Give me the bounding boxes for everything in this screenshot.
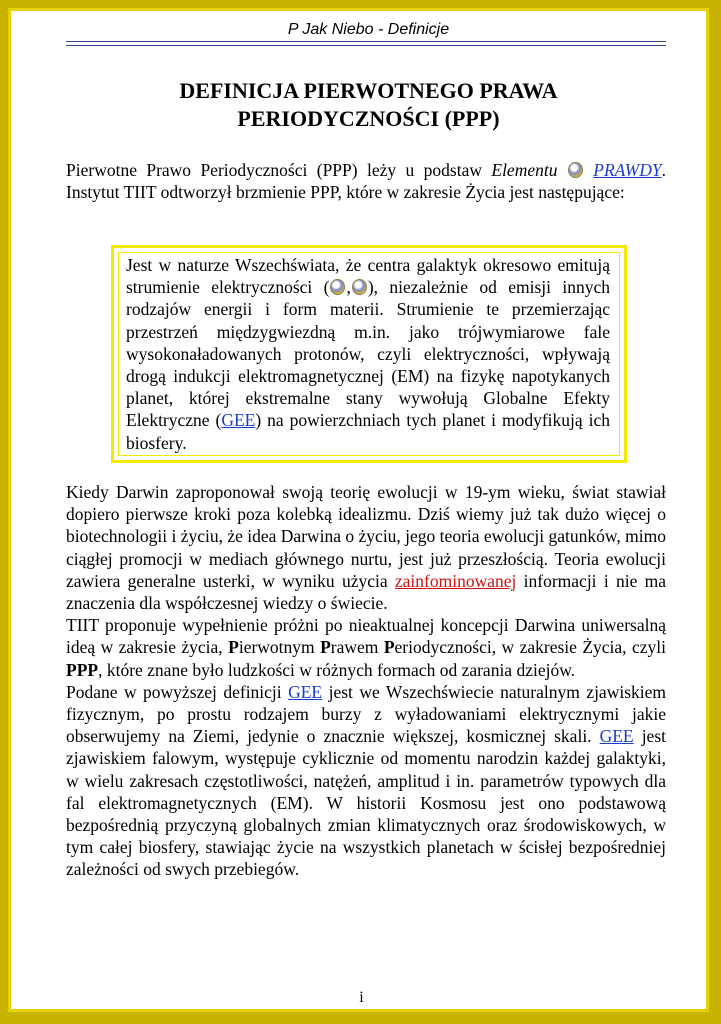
paragraph-gee <box>66 681 666 881</box>
page-header: P Jak Niebo - Definicje <box>287 21 450 38</box>
darwin-text-2: informacji i nie ma znaczenia dla współczesnej wiedzy o świecie. <box>66 570 666 614</box>
intro-italic: Elementu <box>491 160 558 180</box>
definition-text-2: ), niezależnie od emisji innych rodzajów energii i form materii. Strumienie te przemierzając przestrzeń międzygwiezdną m.in. jako trójwymiarowe fale wysokonaładowanych protonów, czyli elektryczności, wpływają drogą indukcji elektromagnetycznej (EM) na fizykę napotykanych planet, której ekstremalne stany wywołują Globalne Efekty Elektryczne ( <box>126 277 610 431</box>
orb-icon[interactable] <box>352 279 367 295</box>
title-line-1: DEFINICJA PIERWOTNEGO PRAWA <box>179 78 558 103</box>
definition-box <box>111 245 627 463</box>
tiit-text-4: eriodyczności, w zakresie Życia, czyli <box>394 637 666 658</box>
zainfominowanej-link[interactable]: zainfominowanej <box>394 570 517 591</box>
tiit-text-1: TIIT proponuje wypełnienie próżni po nieaktualnej koncepcji Darwina uniwersalną ideą w zakresie życia, <box>66 615 666 658</box>
definition-separator: , <box>346 277 351 298</box>
tiit-text-3: rawem <box>330 637 384 658</box>
intro-text-3: . Instytut TIIT odtworzył brzmienie PPP, które w zakresie Życia jest następujące: <box>66 160 666 203</box>
bold-p-3: P <box>383 637 395 658</box>
definition-text <box>126 254 610 454</box>
orb-icon[interactable] <box>568 162 583 178</box>
definition-text-3: ) na powierzchniach tych planet i modyfikują ich biosfery. <box>126 410 610 453</box>
tiit-text-5: , które znane było ludzkości w różnych formach od zarania dziejów. <box>98 659 576 680</box>
gee-text-1: Podane w powyższej definicji <box>66 681 289 702</box>
intro-paragraph <box>66 159 666 203</box>
page-number: i <box>359 989 364 1006</box>
intro-text-1: Pierwotne Prawo Periodyczności (PPP) leży u podstaw <box>66 160 492 180</box>
paragraph-tiit <box>66 614 666 681</box>
bold-ppp: PPP <box>66 659 99 680</box>
document-page <box>8 8 709 1012</box>
orb-icon[interactable] <box>330 279 345 295</box>
gee-link[interactable]: GEE <box>221 410 256 431</box>
body-text <box>66 481 666 881</box>
header-divider <box>66 41 666 46</box>
bold-p-1: P <box>228 637 239 658</box>
document-title <box>71 77 666 133</box>
darwin-text-1: Kiedy Darwin zaproponował swoją teorię ewolucji w 19-ym wieku, świat stawiał dopiero pierwsze kroki poza kolebką idealizmu. Dziś wiemy już tak dużo więcej o biotechnologii i życiu, że idea Darwina o życiu, jego teoria ewolucji gatunków, mimo ciągłej promocji w mediach głównego nurtu, jest już przeszłością. Teoria ewolucji zawiera generalne usterki, w wyniku użycia <box>66 482 666 591</box>
paragraph-darwin <box>66 481 666 614</box>
bold-p-2: P <box>320 637 331 658</box>
gee-link[interactable]: GEE <box>288 681 323 702</box>
gee-text-2: jest we Wszechświecie naturalnym zjawiskiem fizycznym, po prostu rodzajem burzy z wyładowaniami elektrycznymi jakie obserwujemy na Ziemi, jedynie o znacznie większej, kosmicznej skali. <box>66 681 666 747</box>
title-line-2: PERIODYCZNOŚCI (PPP) <box>237 106 500 131</box>
prawdy-link[interactable]: PRAWDY <box>593 160 662 180</box>
tiit-text-2: ierwotnym <box>238 637 321 658</box>
gee-text-3: jest zjawiskiem falowym, występuje cyklicznie od momentu narodzin każdej galaktyki, w wielu zakresach częstotliwości, natężeń, amplitud i in. parametrów typowych dla fal elektromagnetycznych (EM). W historii Kosmosu jest ono podstawową bezpośrednią przyczyną globalnych zmian klimatycznych oraz środowiskowych, w tym całej biosfery, stawiając życie na wszystkich planetach w ścisłej bezpośredniej zależności od swych przebiegów. <box>66 726 666 880</box>
definition-text-1: Jest w naturze Wszechświata, że centra galaktyk okresowo emitują strumienie elektryczności ( <box>126 255 610 298</box>
gee-link[interactable]: GEE <box>599 726 634 747</box>
